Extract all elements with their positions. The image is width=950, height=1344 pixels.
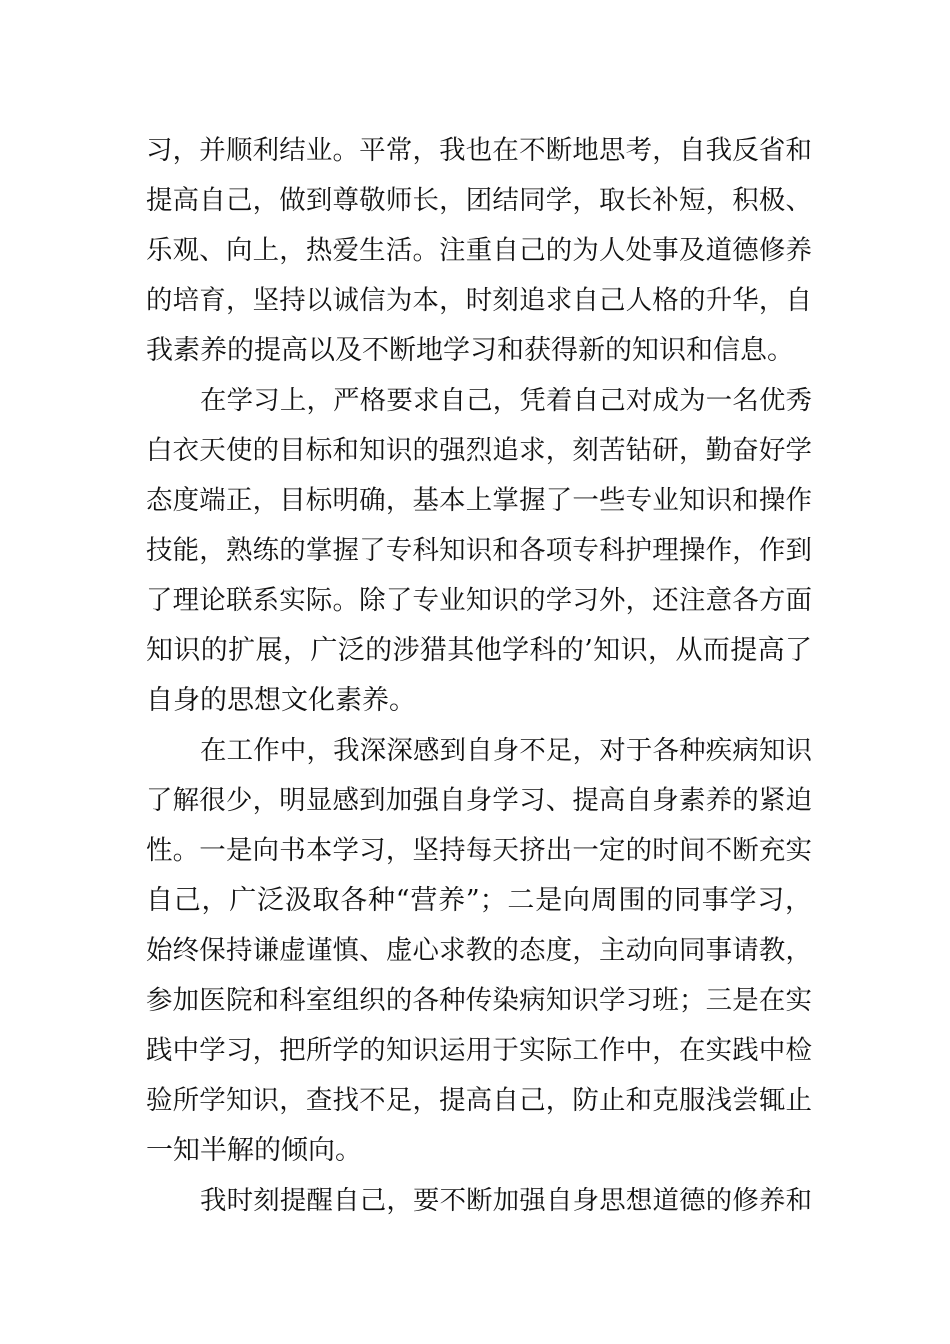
text-line: 性。一是向书本学习，坚持每天挤出一定的时间不断充实 xyxy=(146,835,812,866)
text-line: 自身的思想文化素养。 xyxy=(146,685,416,716)
text-line: 习，并顺利结业。平常，我也在不断地思考，自我反省和 xyxy=(146,135,812,166)
paragraph-1 xyxy=(146,126,812,376)
text-line: 白衣天使的目标和知识的强烈追求，刻苦钻研，勤奋好学 xyxy=(146,435,812,466)
text-line: 了解很少，明显感到加强自身学习、提高自身素养的紧迫 xyxy=(146,785,812,816)
text-line: 技能，熟练的掌握了专科知识和各项专科护理操作，作到 xyxy=(146,535,812,566)
text-line: 验所学知识，查找不足，提高自己，防止和克服浅尝辄止 xyxy=(146,1085,812,1116)
text-line: 践中学习，把所学的知识运用于实际工作中，在实践中检 xyxy=(146,1035,812,1066)
text-line: 乐观、向上，热爱生活。注重自己的为人处事及道德修养 xyxy=(146,235,812,266)
text-line: 了理论联系实际。除了专业知识的学习外，还注意各方面 xyxy=(146,585,812,616)
text-line: 态度端正，目标明确，基本上掌握了一些专业知识和操作 xyxy=(146,485,812,516)
text-line: 始终保持谦虚谨慎、虚心求教的态度，主动向同事请教， xyxy=(146,935,812,966)
text-line: 参加医院和科室组织的各种传染病知识学习班；三是在实 xyxy=(146,985,812,1016)
text-line: 在工作中，我深深感到自身不足，对于各种疾病知识 xyxy=(200,735,812,766)
paragraph-2 xyxy=(146,376,812,726)
text-line: 自己，广泛汲取各种“营养”；二是向周围的同事学习， xyxy=(146,885,812,916)
text-line: 一知半解的倾向。 xyxy=(146,1135,362,1166)
text-line: 我时刻提醒自己，要不断加强自身思想道德的修养和 xyxy=(200,1185,812,1216)
text-line: 我素养的提高以及不断地学习和获得新的知识和信息。 xyxy=(146,335,794,366)
text-line: 的培育，坚持以诚信为本，时刻追求自己人格的升华，自 xyxy=(146,285,812,316)
text-line: 在学习上，严格要求自己，凭着自己对成为一名优秀 xyxy=(200,385,812,416)
text-line: 提高自己，做到尊敬师长，团结同学，取长补短，积极、 xyxy=(146,185,812,216)
paragraph-4 xyxy=(146,1176,812,1226)
text-line: 知识的扩展，广泛的涉猎其他学科的’知识，从而提高了 xyxy=(146,635,812,666)
body-text xyxy=(146,126,812,1226)
paragraph-3 xyxy=(146,726,812,1176)
